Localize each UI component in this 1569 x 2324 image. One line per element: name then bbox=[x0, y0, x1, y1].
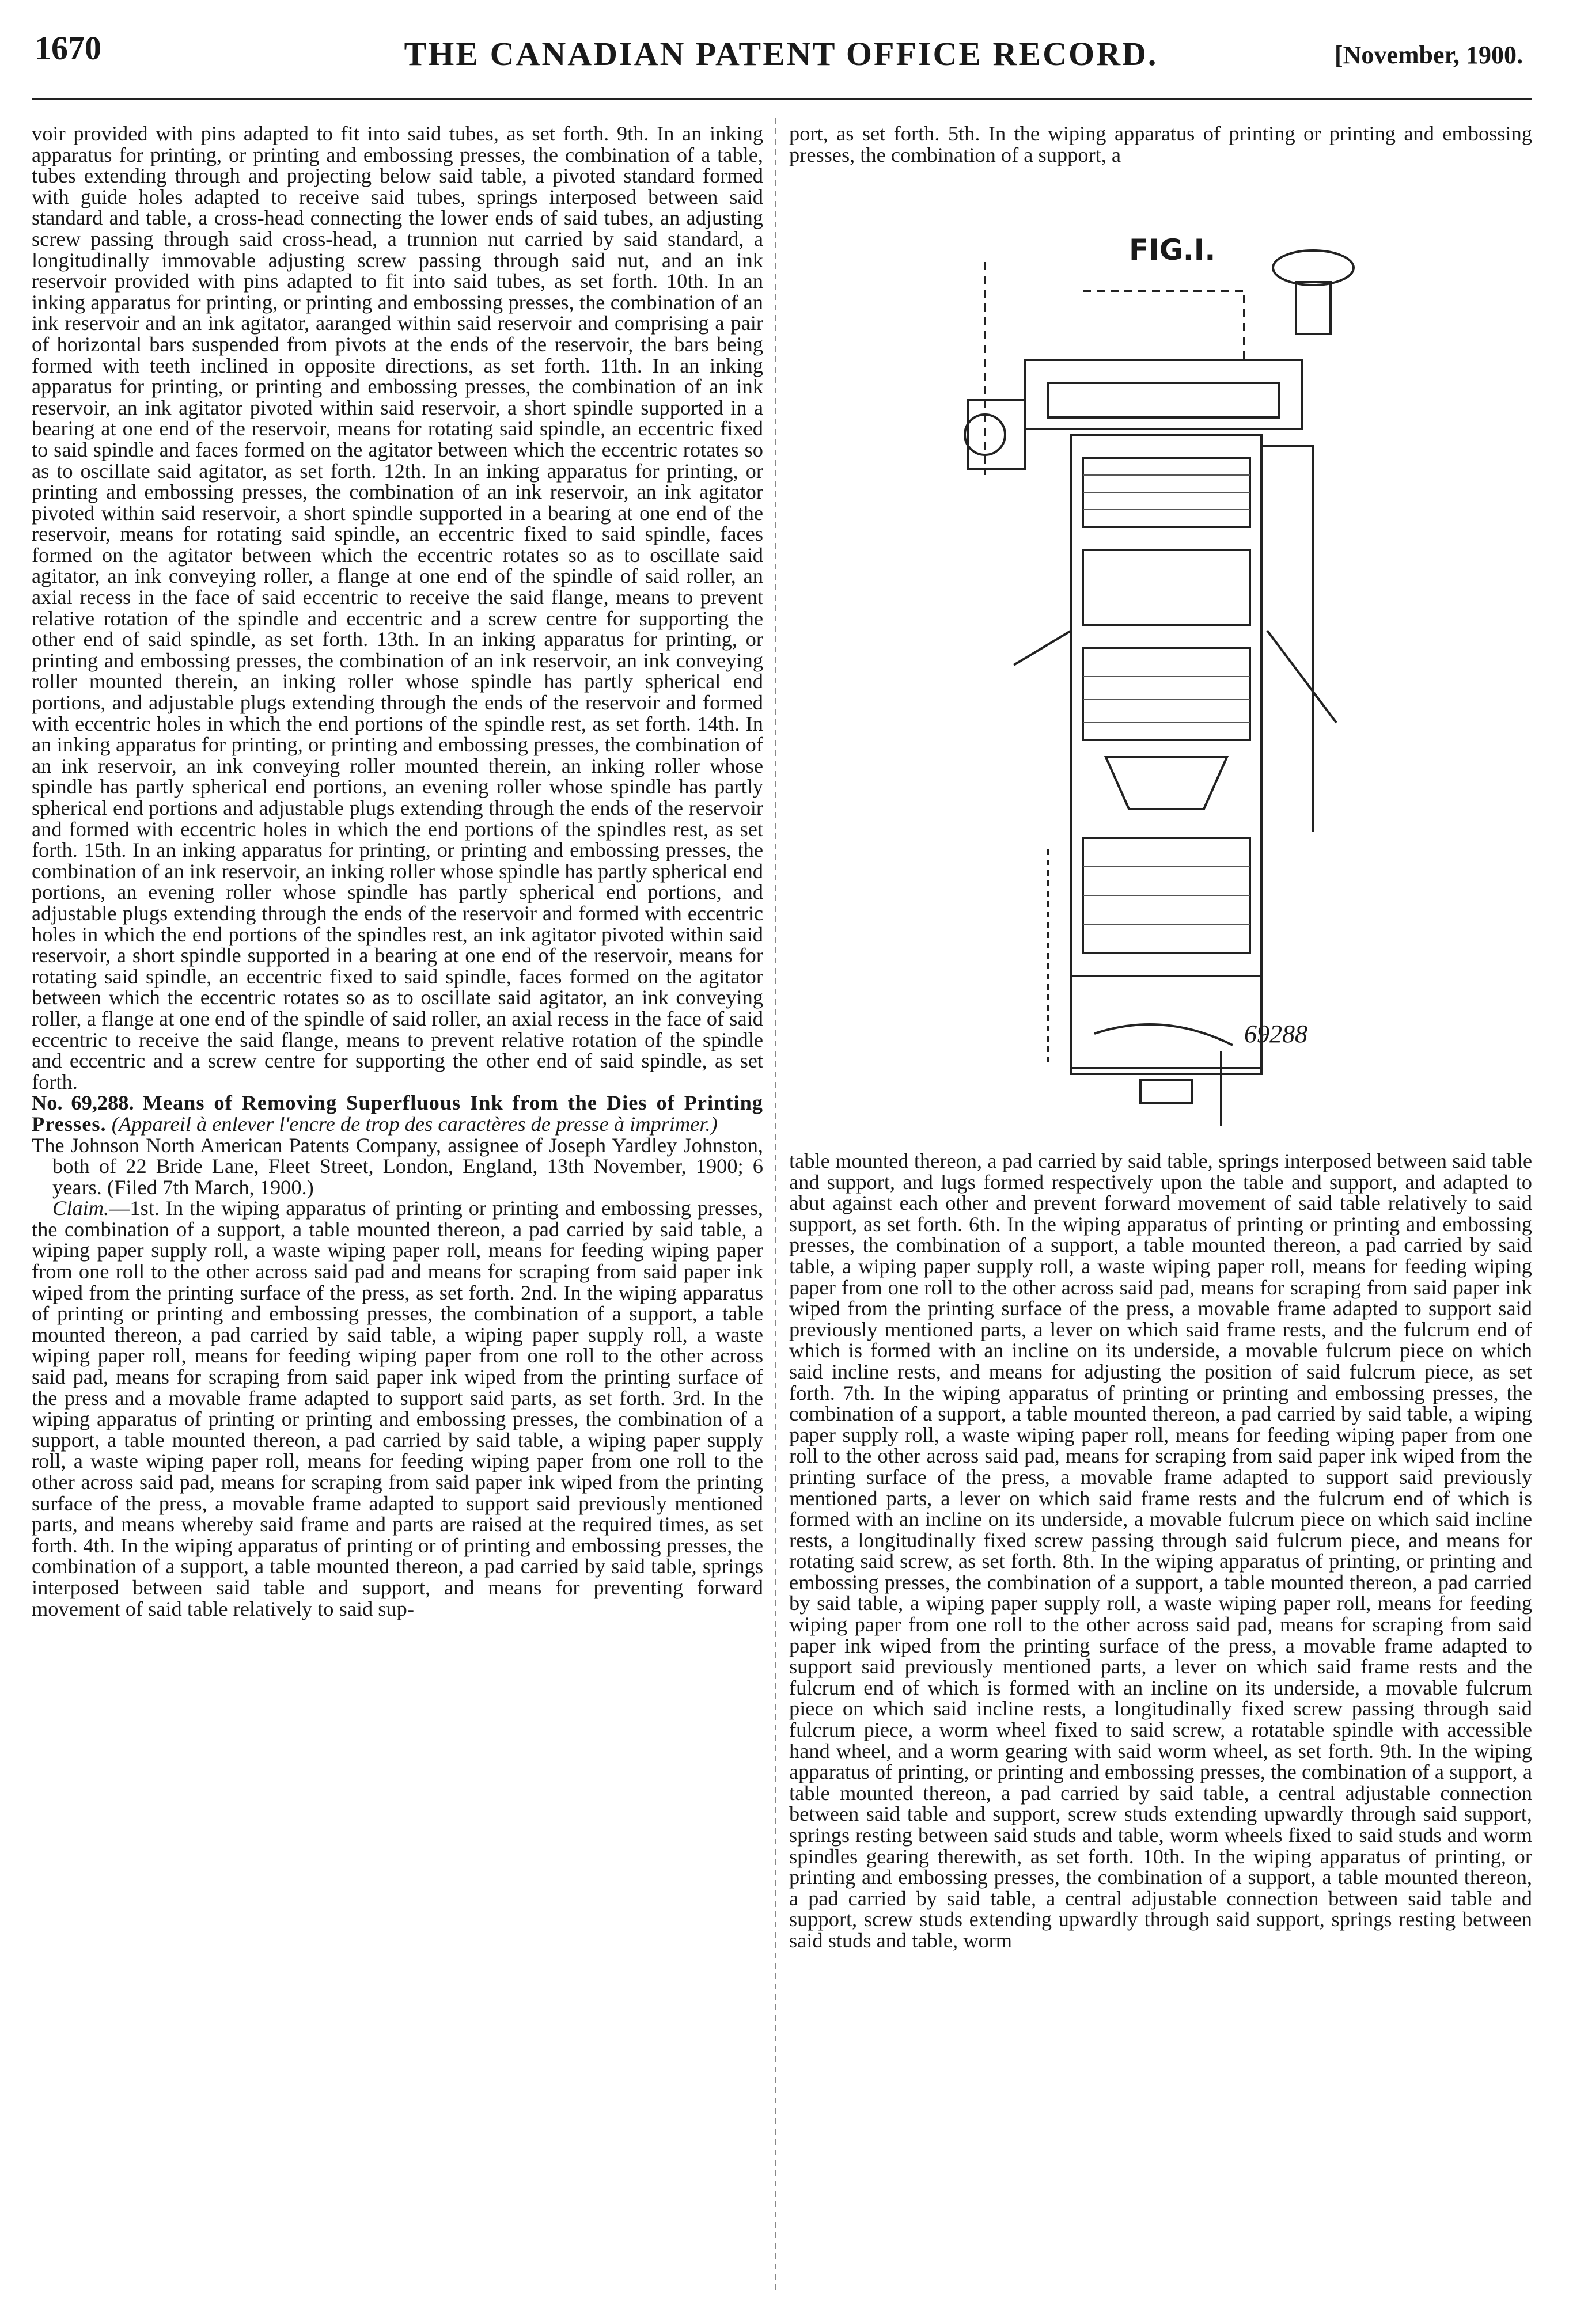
paper-path-curve bbox=[1094, 1024, 1233, 1045]
left-column bbox=[32, 123, 763, 1619]
right-column-bottom bbox=[789, 1150, 1532, 1951]
page-number: 1670 bbox=[35, 29, 101, 67]
claim-text: —1st. In the wiping apparatus of printing or printing and embossing presses, the combination of a support, a table mounted thereon, a pad carried by said table, a wiping paper supply roll, a waste wiping paper roll, means for feeding wiping paper from one roll to the other across said pad and means for scraping from said paper ink wiped from the printing surface of the press, as set forth. 2nd. In the wiping apparatus of printing or printing and embossing presses, the combination of a support, a table mounted thereon, a pad carried by said table, a wiping paper supply roll, a waste wiping paper roll, means for feeding wiping paper from one roll to the other across said pad, means for scraping from said paper ink wiped from the printing surface of the press and a movable frame adapted to support said parts, as set forth. 3rd. In the wiping apparatus of printing or printing and embossing presses, the combination of a support, a table mounted thereon, a pad carried by said table, a wiping paper supply roll, a waste wiping paper roll, means for feeding wiping paper from one roll to the other across said pad, means for scraping from said paper ink wiped from the printing surface of the press, a movable frame adapted to support said previously mentioned parts, and means whereby said frame and parts are raised at the required times, as set forth. 4th. In the wiping apparatus of printing or of printing and embossing presses, the combination of a support, a table mounted thereon, a pad carried by said table, springs interposed between said table and support, and means for preventing forward movement of said table relatively to said sup- bbox=[32, 1197, 763, 1620]
right-column-top bbox=[789, 123, 1532, 165]
roller-two bbox=[1083, 550, 1250, 625]
column-divider bbox=[775, 118, 776, 2295]
base-foot bbox=[1140, 1080, 1192, 1103]
issue-date: [November, 1900. bbox=[1334, 41, 1523, 69]
patent-number: No. 69,288. bbox=[32, 1091, 134, 1115]
header-rule bbox=[32, 98, 1532, 100]
dashed-outline-top bbox=[1083, 291, 1244, 360]
figure-label: FIG.I. bbox=[1129, 233, 1216, 267]
scraper-pad bbox=[1106, 757, 1227, 809]
patent-title: Means of Removing Superfluous Ink from the Dies of Printing Presses. bbox=[32, 1091, 764, 1136]
knob-stem bbox=[1296, 282, 1331, 334]
patent-heading bbox=[32, 1092, 763, 1134]
right-top-paragraph: port, as set forth. 5th. In the wiping apparatus of printing or printing and embossing presses, the combination of a support, a bbox=[789, 122, 1532, 166]
main-frame bbox=[1071, 435, 1261, 1068]
patent-drawing bbox=[899, 227, 1538, 1149]
page-header bbox=[29, 12, 1533, 75]
hand-knob-icon bbox=[1273, 250, 1354, 285]
side-arm-right bbox=[1261, 446, 1313, 832]
side-bracket bbox=[968, 400, 1025, 469]
patent-assignee: The Johnson North American Patents Company, assignee of Joseph Yardley Johnston, both of 22 Bride Lane, Fleet Street, London, England, 13th November, 1900; 6 years. (Filed 7th March, 1900.) bbox=[32, 1133, 763, 1199]
patent-french-title: (Appareil à enlever l'encre de trop des caractères de presse à imprimer.) bbox=[111, 1112, 718, 1136]
claim-paragraph bbox=[32, 1198, 763, 1619]
figure-patent-number: 69288 bbox=[1244, 1020, 1308, 1048]
claim-label: Claim. bbox=[52, 1197, 109, 1220]
upper-roller bbox=[1048, 383, 1279, 417]
right-bottom-paragraph: table mounted thereon, a pad carried by said table, springs interposed between said table and support, and lugs formed respectively upon the table and support, and adapted to abut against each other and prevent forward movement of said table relatively to said support, as set forth. 6th. In the wiping apparatus of printing or printing and embossing presses, the combination of a support, a table mounted thereon, a pad carried by said table, a wiping paper supply roll, a waste wiping paper roll, means for feeding wiping paper from one roll to the other across said pad, means for scraping from said paper ink wiped from the printing surface of the press, a movable frame adapted to support said previously mentioned parts, a lever on which said frame rests, and the fulcrum end of which is formed with an incline on its underside, a movable fulcrum piece on which said incline rests, and means for adjusting the position of said fulcrum piece, as set forth. 7th. In the wiping apparatus of printing or printing and embossing presses, the combination of a support, a table mounted thereon, a pad carried by said table, a wiping paper supply roll, a waste wiping paper roll, means for feeding wiping paper from one roll to the other across said pad, means for scraping from said paper ink wiped from the printing surface of the press, a movable frame adapted to support said previously mentioned parts, a lever on which said frame rests and the fulcrum end of which is formed with an incline on its underside, a movable fulcrum piece on which said incline rests, a longitudinally fixed screw passing through said fulcrum piece, and means for rotating said screw, as set forth. 8th. In the wiping apparatus of printing, or printing and embossing presses, the combination of a support, a table mounted thereon, a pad carried by said table, a wiping paper supply roll, a waste wiping paper roll, means for feeding wiping paper from one roll to the other across said pad, means for scraping from said paper ink wiped from the printing surface of the press, a movable frame adapted to support said previously mentioned parts, a lever on which said frame rests and the fulcrum end of which is formed with an incline on its underside, a movable fulcrum piece on which said incline rests, a longitudinally fixed screw passing through said fulcrum piece, a worm wheel fixed to said screw, a rotatable spindle with accessible hand wheel, and a worm gearing with said worm wheel, as set forth. 9th. In the wiping apparatus of printing, or printing and embossing presses, the combination of a support, a table mounted thereon, a pad carried by said table, a central adjustable connection between said table and support, screw studs extending upwardly through said support, springs resting between said studs and table, worm wheels fixed to said studs and worm spindles gearing therewith, as set forth. 10th. In the wiping apparatus of printing, or printing and embossing presses, the combination of a support, a table mounted thereon, a pad carried by said table, a central adjustable connection between said table and support, screw studs extending upwardly through said support, springs resting between said studs and table, worm bbox=[789, 1149, 1532, 1952]
lever-right bbox=[1267, 631, 1336, 723]
claims-continued-paragraph: voir provided with pins adapted to fit into said tubes, as set forth. 9th. In an inking apparatus for printing, or printing and embossing presses, the combination of a table, tubes extending through and projecting below said table, a pivoted standard formed with guide holes adapted to receive said tubes, springs interposed between said standard and table, a cross-head connecting the lower ends of said tubes, an adjusting screw passing through said cross-head, a trunnion nut carried by said standard, a longitudinally immovable adjusting screw passing through said nut, and an ink reservoir provided with pins adapted to fit into said tubes, as set forth. 10th. In an inking apparatus for printing, or printing and embossing presses, the combination of an ink reservoir and an ink agitator, aaranged within said reservoir and comprising a pair of horizontal bars suspended from pivots at the ends of the reservoir, the bars being formed with teeth inclined in opposite directions, as set forth. 11th. In an inking apparatus for printing, or printing and embossing presses, the combination of an ink reservoir, an ink agitator pivoted within said reservoir, a short spindle supported in a bearing at one end of the reservoir, means for rotating said spindle, an eccentric fixed to said spindle and faces formed on the agitator between which the eccentric rotates so as to oscillate said agitator, as set forth. 12th. In an inking apparatus for printing, or printing and embossing presses, the combination of an ink reservoir, an ink agitator pivoted within said reservoir, a short spindle supported in a bearing at one end of the reservoir, means for rotating said spindle, an eccentric fixed to said spindle, faces formed on the agitator between which the eccentric rotates so as to oscillate said agitator, an ink conveying roller, a flange at one end of the spindle of said roller, an axial recess in the face of said eccentric to receive the said flange, means to prevent relative rotation of the spindle and eccentric and a screw centre for supporting the other end of said spindle, as set forth. 13th. In an inking apparatus for printing, or printing and embossing presses, the combination of an ink reservoir, an ink conveying roller mounted therein, an inking roller whose spindle has partly spherical end portions, and adjustable plugs extending through the ends of the reservoir and formed with eccentric holes in which the end portions of the spindle rest, as set forth. 14th. In an inking apparatus for printing, or printing and embossing presses, the combination of an ink reservoir, an ink conveying roller mounted therein, an inking roller whose spindle has partly spherical end portions, an evening roller whose spindle has partly spherical end portions and adjustable plugs extending through the ends of the reservoir and formed with eccentric holes in which the end portions of the spindles rest, as set forth. 15th. In an inking apparatus for printing, or printing and embossing presses, the combination of an ink reservoir, an inking roller whose spindle has partly spherical end portions, an evening roller whose spindle has partly spherical end portions, and adjustable plugs extending through the ends of the reservoir and formed with eccentric holes in which the end portions of the spindles rest, an ink agitator pivoted within said reservoir, a short spindle supported in a bearing at one end of the reservoir, means for rotating said spindle, an eccentric fixed to said spindle, faces formed on the agitator between which the eccentric rotates so as to oscillate said agitator, an ink conveying roller, a flange at one end of the spindle of said roller, an axial recess in the face of said eccentric to receive the said flange, means to prevent relative rotation of the spindle and eccentric and a screw centre for supporting the other end of said spindle, as set forth. bbox=[32, 122, 763, 1093]
roller-three bbox=[1083, 648, 1250, 740]
journal-title: THE CANADIAN PATENT OFFICE RECORD. bbox=[404, 35, 1158, 73]
lever-left bbox=[1014, 631, 1071, 665]
